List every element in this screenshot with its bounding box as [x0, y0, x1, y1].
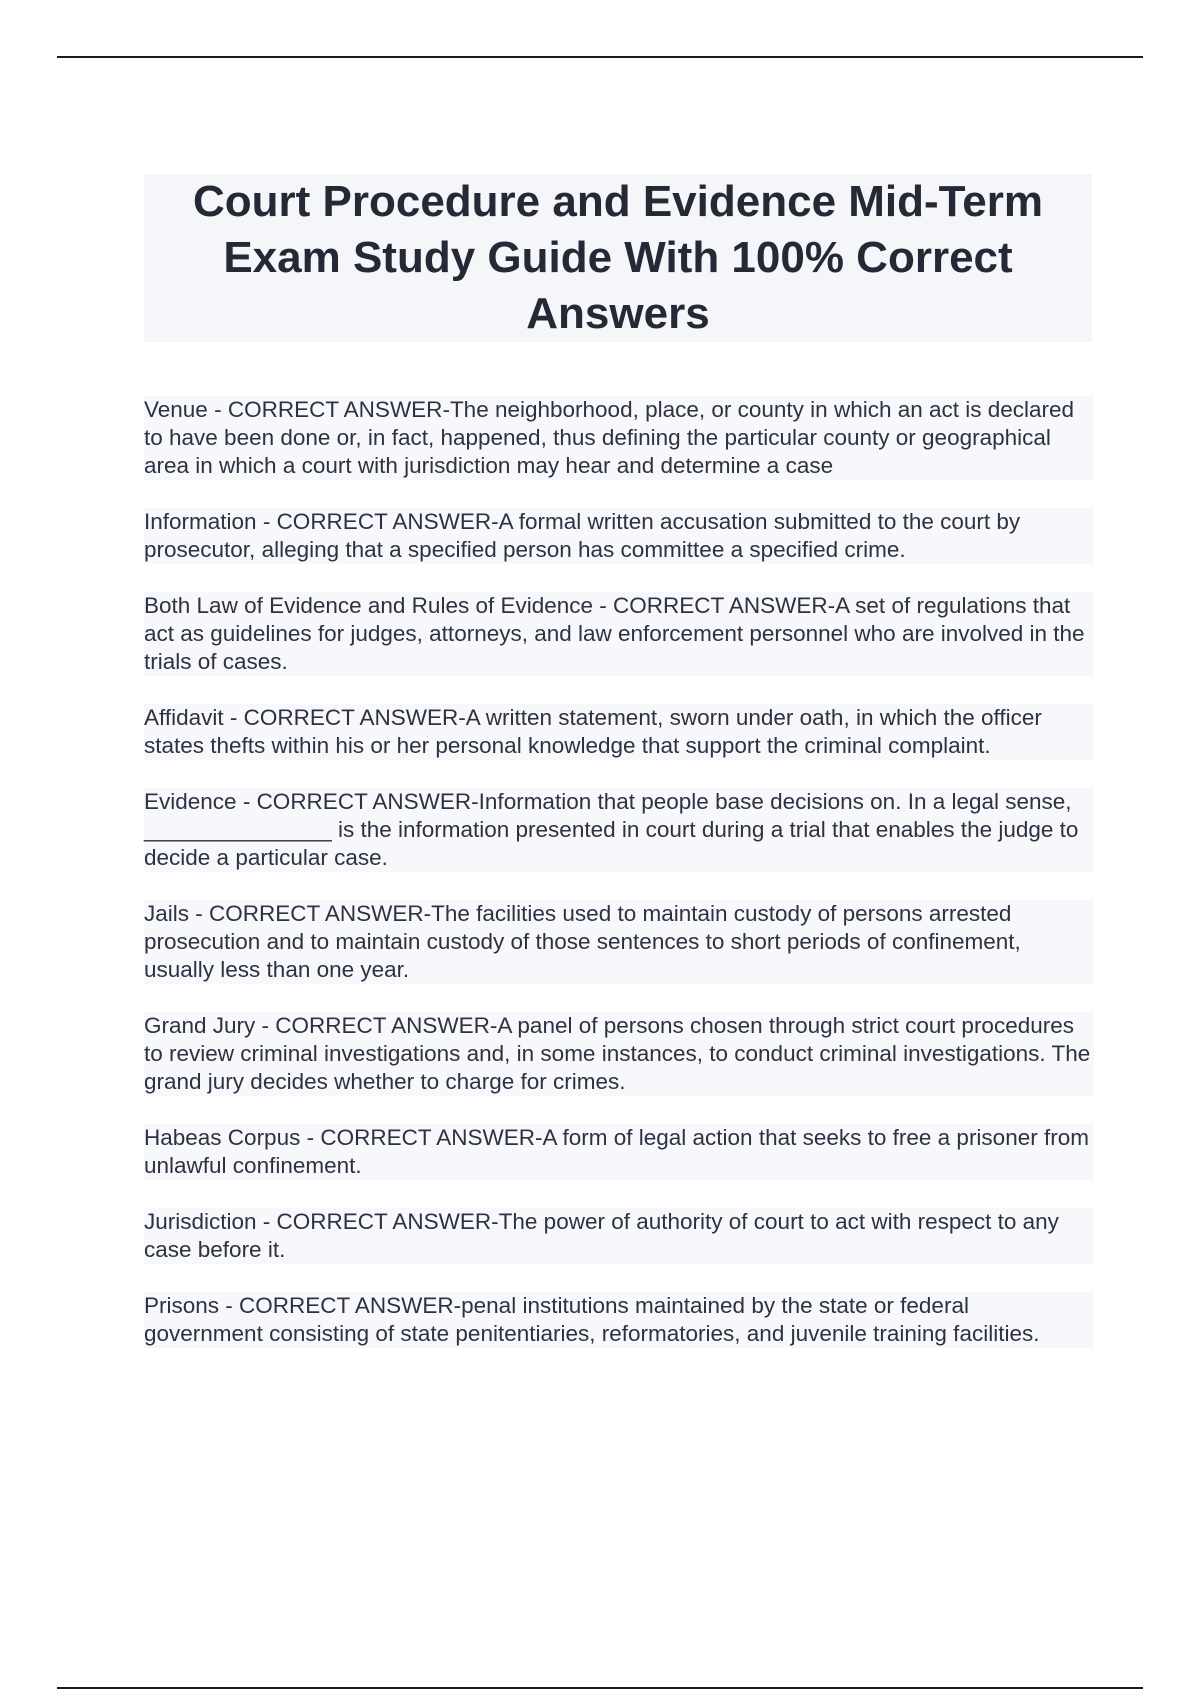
entry-term: Affidavit [144, 705, 224, 730]
entry-term: Venue [144, 397, 208, 422]
entry-definition: The facilities used to maintain custody of persons arrested prosecution and to maintain custody of those sentences to short periods of confinement, usually less than one year. [144, 901, 1021, 982]
entry-answer-label: CORRECT ANSWER [275, 1013, 490, 1038]
list-item: Both Law of Evidence and Rules of Evidence - CORRECT ANSWER-A set of regulations that act as guidelines for judges, attorneys, and law enforcement personnel who are involved in the trials of cases. [144, 592, 1094, 676]
list-item: Habeas Corpus - CORRECT ANSWER-A form of legal action that seeks to free a prisoner from unlawful confinement. [144, 1124, 1094, 1180]
entry-definition: A set of regulations that act as guidelines for judges, attorneys, and law enforcement personnel who are involved in the trials of cases. [144, 593, 1085, 674]
list-item: Affidavit - CORRECT ANSWER-A written statement, sworn under oath, in which the officer states thefts within his or her personal knowledge that support the criminal complaint. [144, 704, 1094, 760]
entry-term: Evidence [144, 789, 237, 814]
entry-term: Jurisdiction [144, 1209, 257, 1234]
entry-definition: A form of legal action that seeks to free a prisoner from unlawful confinement. [144, 1125, 1089, 1178]
entry-definition: The neighborhood, place, or county in which an act is declared to have been done or, in fact, happened, thus defining the particular county or geographical area in which a court with jurisdiction may hear and determine a case [144, 397, 1075, 478]
list-item: Evidence - CORRECT ANSWER-Information that people base decisions on. In a legal sense, _______________ is the information presented in court during a trial that enables the judge to decide a particular case. [144, 788, 1094, 872]
entry-definition: A panel of persons chosen through strict court procedures to review criminal investigations and, in some instances, to conduct criminal investigations. The grand jury decides whether to charge for crimes. [144, 1013, 1091, 1094]
entry-term: Habeas Corpus [144, 1125, 301, 1150]
title-box [144, 174, 1092, 342]
entry-term: Jails [144, 901, 190, 926]
entry-answer-label: CORRECT ANSWER [227, 397, 443, 422]
entry-term: Grand Jury [144, 1013, 256, 1038]
list-item: Prisons - CORRECT ANSWER-penal institutions maintained by the state or federal government consisting of state penitentiaries, reformatories, and juvenile training facilities. [144, 1292, 1094, 1348]
entry-definition: The power of authority of court to act with respect to any case before it. [144, 1209, 1059, 1262]
entry-answer-label: CORRECT ANSWER [613, 593, 828, 618]
entry-term: Prisons [144, 1293, 220, 1318]
document-title: Court Procedure and Evidence Mid-Term Exam Study Guide With 100% Correct Answers [192, 177, 1043, 338]
header-rule [57, 56, 1143, 58]
entry-list [144, 396, 1094, 1376]
entry-answer-label: CORRECT ANSWER [209, 901, 424, 926]
entry-answer-label: CORRECT ANSWER [239, 1293, 454, 1318]
entry-definition: A formal written accusation submitted to the court by prosecutor, alleging that a specified person has committee a specified crime. [144, 509, 1021, 562]
list-item: Jurisdiction - CORRECT ANSWER-The power of authority of court to act with respect to any case before it. [144, 1208, 1094, 1264]
entry-answer-label: CORRECT ANSWER [320, 1125, 535, 1150]
list-item: Jails - CORRECT ANSWER-The facilities used to maintain custody of persons arrested prosecution and to maintain custody of those sentences to short periods of confinement, usually less than one year. [144, 900, 1094, 984]
entry-answer-label: CORRECT ANSWER [276, 509, 492, 534]
entry-definition: A written statement, sworn under oath, in which the officer states thefts within his or her personal knowledge that support the criminal complaint. [144, 705, 1042, 758]
list-item: Venue - CORRECT ANSWER-The neighborhood, place, or county in which an act is declared to have been done or, in fact, happened, thus defining the particular county or geographical area in which a court with jurisdiction may hear and determine a case [144, 396, 1094, 480]
entry-answer-label: CORRECT ANSWER [256, 789, 472, 814]
list-item: Grand Jury - CORRECT ANSWER-A panel of persons chosen through strict court procedures to review criminal investigations and, in some instances, to conduct criminal investigations. The grand jury decides whether to charge for crimes. [144, 1012, 1094, 1096]
entry-answer-label: CORRECT ANSWER [276, 1209, 492, 1234]
entry-definition: penal institutions maintained by the state or federal government consisting of state penitentiaries, reformatories, and juvenile training facilities. [144, 1293, 1040, 1346]
list-item: Information - CORRECT ANSWER-A formal written accusation submitted to the court by prosecutor, alleging that a specified person has committee a specified crime. [144, 508, 1094, 564]
entry-definition: Information that people base decisions on. In a legal sense, _______________ is the information presented in court during a trial that enables the judge to decide a particular case. [144, 789, 1079, 870]
entry-term: Both Law of Evidence and Rules of Evidence [144, 593, 594, 618]
entry-answer-label: CORRECT ANSWER [243, 705, 459, 730]
entry-term: Information [144, 509, 257, 534]
footer-rule [57, 1687, 1143, 1689]
